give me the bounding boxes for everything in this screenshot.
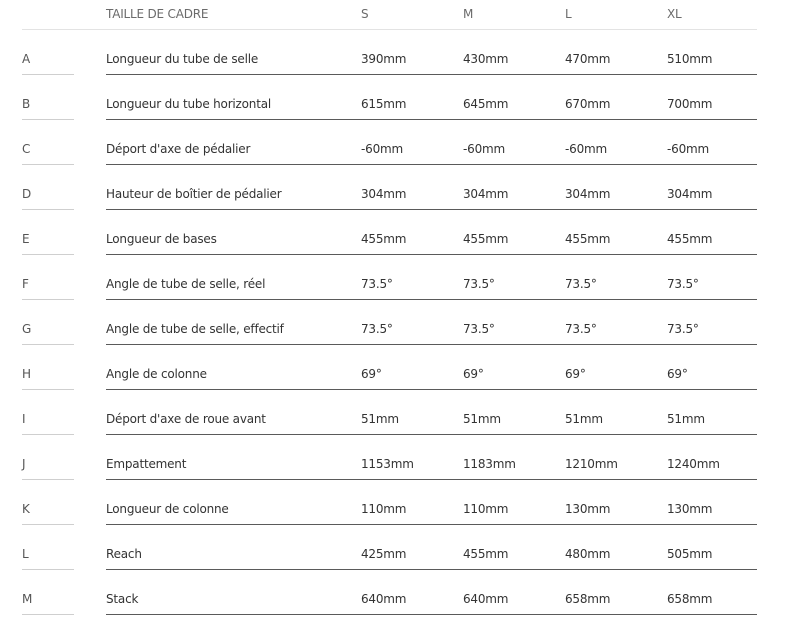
row-value-m: 455mm [463, 547, 509, 561]
row-value-xl: 69° [667, 367, 688, 381]
code-underline [22, 614, 74, 615]
row-value-l: -60mm [565, 142, 607, 156]
table-row [0, 435, 785, 480]
row-value-s: 73.5° [361, 322, 393, 336]
row-code: J [22, 457, 26, 471]
table-header-row [0, 0, 785, 30]
row-value-s: -60mm [361, 142, 403, 156]
table-row [0, 480, 785, 525]
row-label: Angle de tube de selle, réel [106, 277, 266, 291]
row-label: Reach [106, 547, 142, 561]
row-value-l: 480mm [565, 547, 611, 561]
row-value-m: 110mm [463, 502, 509, 516]
row-value-l: 470mm [565, 52, 611, 66]
row-value-s: 615mm [361, 97, 407, 111]
row-value-s: 1153mm [361, 457, 414, 471]
table-row [0, 165, 785, 210]
row-label: Longueur de bases [106, 232, 217, 246]
row-label: Angle de colonne [106, 367, 207, 381]
table-row [0, 75, 785, 120]
row-code: H [22, 367, 31, 381]
row-value-l: 658mm [565, 592, 611, 606]
row-value-s: 69° [361, 367, 382, 381]
row-value-xl: 505mm [667, 547, 713, 561]
row-value-m: 640mm [463, 592, 509, 606]
row-label: Longueur du tube horizontal [106, 97, 271, 111]
row-value-s: 73.5° [361, 277, 393, 291]
row-value-m: 1183mm [463, 457, 516, 471]
row-label: Longueur du tube de selle [106, 52, 259, 66]
row-value-l: 69° [565, 367, 586, 381]
row-label: Hauteur de boîtier de pédalier [106, 187, 282, 201]
table-row [0, 390, 785, 435]
row-value-l: 670mm [565, 97, 611, 111]
row-label: Empattement [106, 457, 187, 471]
row-value-xl: 1240mm [667, 457, 720, 471]
row-value-l: 51mm [565, 412, 603, 426]
row-value-xl: 658mm [667, 592, 713, 606]
table-row [0, 120, 785, 165]
row-code: F [22, 277, 29, 291]
row-value-l: 1210mm [565, 457, 618, 471]
table-row [0, 570, 785, 615]
row-code: L [22, 547, 29, 561]
row-code: C [22, 142, 31, 156]
row-label: Déport d'axe de pédalier [106, 142, 251, 156]
row-value-xl: 455mm [667, 232, 713, 246]
row-value-m: -60mm [463, 142, 505, 156]
row-value-s: 51mm [361, 412, 399, 426]
row-label: Angle de tube de selle, effectif [106, 322, 284, 336]
row-value-s: 110mm [361, 502, 407, 516]
row-code: M [22, 592, 33, 606]
header-size-m: M [463, 7, 474, 21]
row-value-m: 430mm [463, 52, 509, 66]
row-code: A [22, 52, 31, 66]
row-value-s: 640mm [361, 592, 407, 606]
row-value-l: 304mm [565, 187, 611, 201]
row-label: Stack [106, 592, 139, 606]
row-value-l: 73.5° [565, 322, 597, 336]
row-value-s: 390mm [361, 52, 407, 66]
row-label: Déport d'axe de roue avant [106, 412, 266, 426]
row-value-m: 645mm [463, 97, 509, 111]
row-value-m: 455mm [463, 232, 509, 246]
row-value-xl: 73.5° [667, 322, 699, 336]
row-value-m: 304mm [463, 187, 509, 201]
table-row [0, 525, 785, 570]
table-row [0, 210, 785, 255]
row-value-m: 73.5° [463, 277, 495, 291]
row-value-xl: 130mm [667, 502, 713, 516]
row-value-xl: 700mm [667, 97, 713, 111]
table-row [0, 255, 785, 300]
header-size-xl: XL [667, 7, 682, 21]
row-value-l: 130mm [565, 502, 611, 516]
header-size-l: L [565, 7, 572, 21]
row-code: D [22, 187, 32, 201]
row-value-xl: 510mm [667, 52, 713, 66]
table-row [0, 300, 785, 345]
row-value-s: 304mm [361, 187, 407, 201]
row-code: K [22, 502, 30, 516]
row-code: G [22, 322, 32, 336]
row-value-m: 51mm [463, 412, 501, 426]
row-value-xl: 73.5° [667, 277, 699, 291]
row-value-m: 69° [463, 367, 484, 381]
table-row [0, 30, 785, 75]
row-value-xl: 51mm [667, 412, 705, 426]
header-frame-size: TAILLE DE CADRE [106, 7, 209, 21]
row-value-m: 73.5° [463, 322, 495, 336]
row-value-xl: -60mm [667, 142, 709, 156]
row-code: E [22, 232, 30, 246]
row-label: Longueur de colonne [106, 502, 229, 516]
row-code: I [22, 412, 26, 426]
row-value-l: 73.5° [565, 277, 597, 291]
row-value-s: 455mm [361, 232, 407, 246]
row-value-s: 425mm [361, 547, 407, 561]
row-code: B [22, 97, 31, 111]
row-divider [106, 614, 757, 615]
row-value-xl: 304mm [667, 187, 713, 201]
table-body [0, 30, 785, 615]
table-row [0, 345, 785, 390]
header-size-s: S [361, 7, 369, 21]
row-value-l: 455mm [565, 232, 611, 246]
